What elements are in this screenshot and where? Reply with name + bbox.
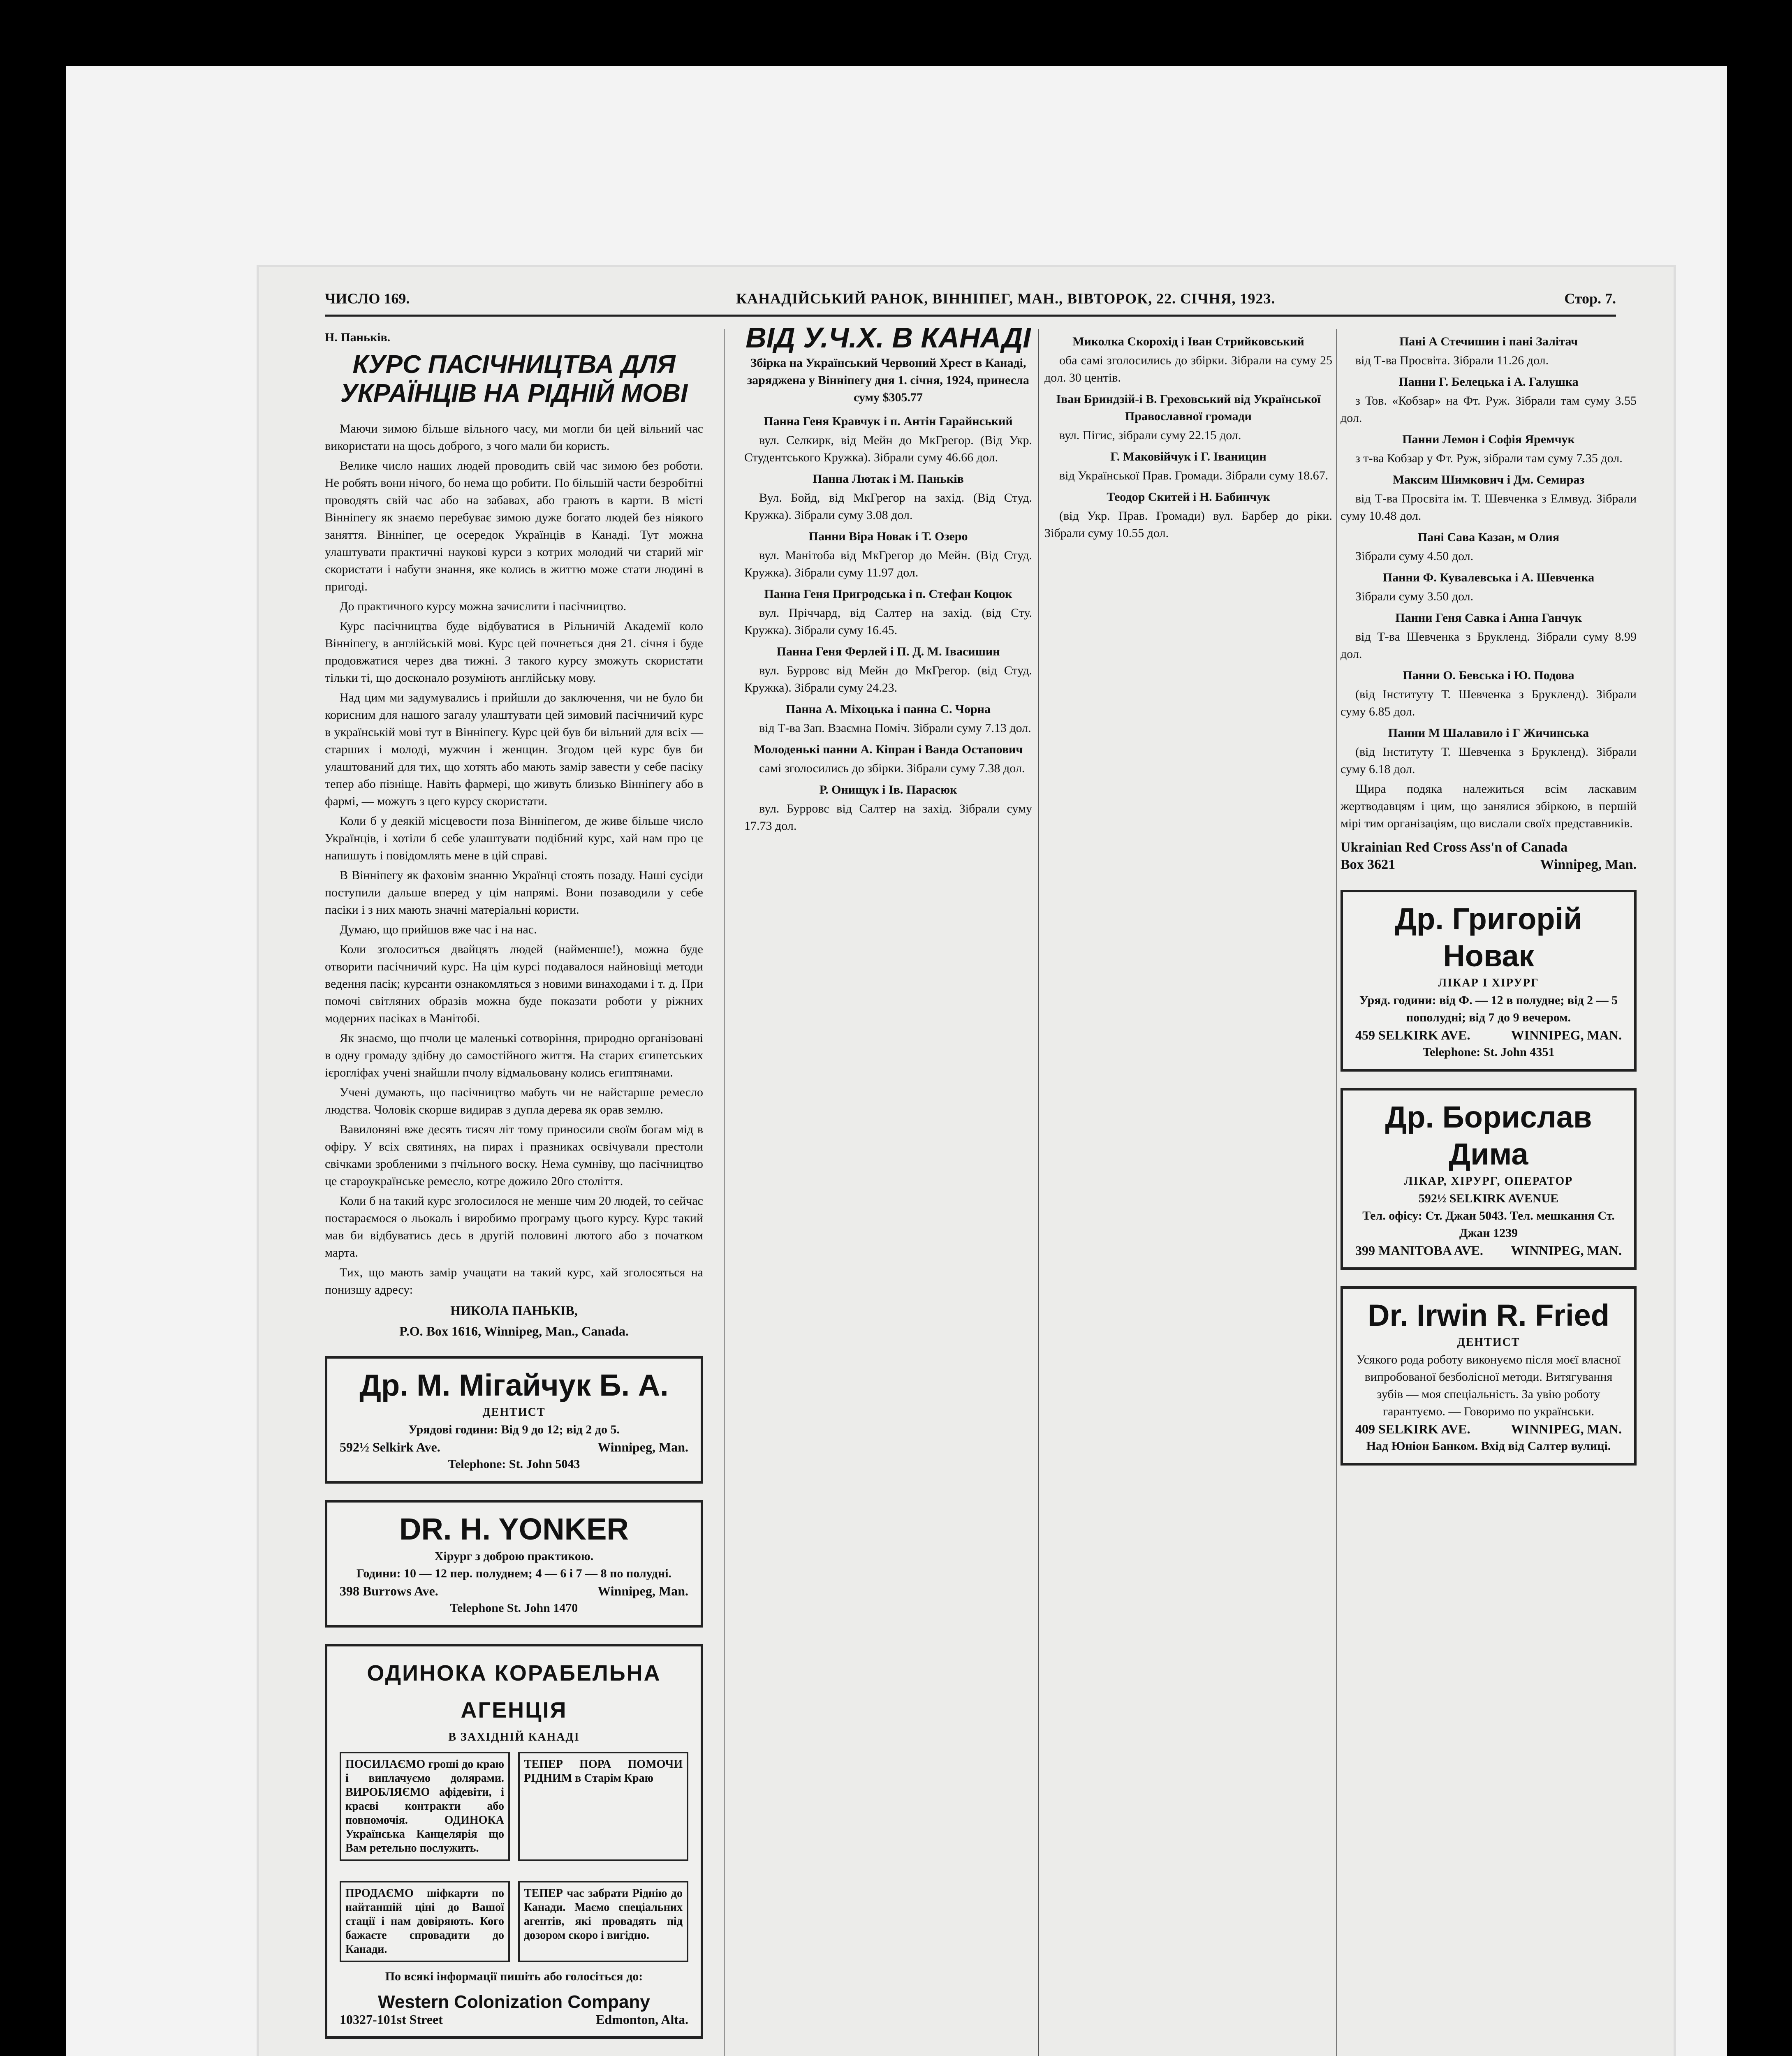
ad-hours: Урядові години: Від 9 до 12; від 2 до 5. (408, 1423, 620, 1436)
ad-phone: Telephone: St. John 5043 (448, 1457, 580, 1471)
entry-heading: Р. Онищук і Ів. Парасюк (819, 783, 957, 796)
entry-heading: Панна А. Міхоцька і панна С. Чорна (786, 702, 991, 716)
entry-text: (від Інституту Т. Шевченка з Брукленд). Зібрали суму 6.18 дол. (1341, 745, 1637, 776)
entry-heading: Іван Бриндзій-і В. Греховський від Української Православної громади (1056, 392, 1321, 423)
entry-text: вул. Пігис, зібрали суму 22.15 дол. (1059, 428, 1241, 442)
donation-list (1044, 333, 1332, 542)
ad-yonker (325, 1500, 703, 1628)
entry-text: від Т-ва Просвіта ім. Т. Шевченка з Елмвуд. Зібрали суму 10.48 дол. (1341, 492, 1637, 523)
ad-name: Dr. Irwin R. Fried (1368, 1298, 1609, 1332)
entry-heading: Панна Геня Пригродська і п. Стефан Коцюк (764, 587, 1012, 601)
entry-text: вул. Селкирк, від Мейн до МкГрегор. (Від Укр. Студентського Кружка). Зібрали суму 46.66 дол. (744, 433, 1032, 464)
entry-heading: Молоденькі панни А. Кіпран і Ванда Остапович (753, 743, 1023, 756)
entry-heading: Теодор Скитей і Н. Бабинчук (1107, 490, 1270, 504)
ad-novak (1341, 890, 1637, 1072)
column-1 (325, 329, 703, 2039)
entry-heading: Панни Геня Савка і Анна Ганчук (1395, 611, 1582, 625)
entry-text: від Т-ва Зап. Взаємна Поміч. Зібрали суму 7.13 дол. (759, 721, 1031, 735)
article-paragraph: Тих, що мають замір учащати на такий курс, хай зголосяться на понизшу адресу: (325, 1266, 703, 1297)
ad-phone: Telephone St. John 1470 (450, 1601, 578, 1615)
entry-text: самі зголосились до збірки. Зібрали суму 7.38 дол. (759, 762, 1025, 775)
entry-heading: Пані А Стечишин і пані Залітач (1399, 335, 1578, 348)
newspaper-page (259, 267, 1674, 2056)
closing-paragraph: Щира подяка належиться всім ласкавим жертводавцям і цим, що занялися збіркою, в першій мірі тим організаціям, що вислали своїх представників. (1341, 782, 1637, 830)
donation-list (744, 413, 1032, 835)
ad-address: 592½ Selkirk Ave. (340, 1440, 440, 1454)
issue-number: ЧИСЛО 169. (325, 290, 410, 307)
article-byline: Н. Паньків. (325, 331, 391, 344)
ad-company: Western Colonization Company (378, 1992, 650, 2012)
ad-address: 10327-101st Street (340, 2012, 443, 2027)
column-2 (744, 322, 1032, 837)
page-header (325, 286, 1616, 317)
ad-address: 592½ SELKIRK AVENUE (1418, 1192, 1559, 1205)
entry-text: з т-ва Кобзар у Фт. Руж, зібрали там суму 7.35 дол. (1355, 451, 1623, 465)
ad-note: По всякі інформації пишіть або голосіться до: (385, 1970, 643, 1983)
ad-shipping-agency (325, 1644, 703, 2039)
article-headline: ВІД У.Ч.Х. В КАНАДІ (746, 322, 1031, 354)
entry-heading: Панна Геня Ферлей і П. Д. М. Івасишин (776, 645, 1000, 658)
article-paragraph: Велике число наших людей проводить свій час зимою без роботи. Не робять вони нічого, бо нема що робити. По більшій части безробітні проводять свій час або на забавах, або грають в карти. В місті Вінніпегу як знаємо перебуває зимою дуже богато людей без ніякого заняття. Вінніпег, це осередок Українців в Канаді. Тут можна улаштувати практичні наукові курси з котрих молодий чи старий міг скористати і набути знання, яке колись в життю може стати людині в пригоді. (325, 459, 703, 593)
entry-text: від Української Прав. Громади. Зібрали суму 18.67. (1059, 469, 1329, 482)
entry-heading: Пані Сава Казан, м Олия (1417, 530, 1560, 544)
column-rule (1038, 329, 1039, 2056)
ad-title: ЛІКАР І ХІРУРГ (1438, 977, 1539, 989)
ad-name: Др. Григорій Новак (1395, 902, 1582, 973)
ad-phone: Тел. офісу: Ст. Джан 5043. Тел. мешкання Ст. Джан 1239 (1362, 1209, 1615, 1240)
entry-text: вул. Манітоба від МкГрегор до Мейн. (Від Студ. Кружка). Зібрали суму 11.97 дол. (744, 549, 1032, 579)
entry-text: (від Укр. Прав. Громади) вул. Барбер до ріки. Зібрали суму 10.55 дол. (1044, 509, 1332, 540)
redcross-name: Ukrainian Red Cross Ass'n of Canada (1341, 840, 1568, 855)
entry-text: вул. Бурровс від Мейн до МкГрегор. (від Студ. Кружка). Зібрали суму 24.23. (744, 664, 1032, 695)
article-paragraph: Маючи зимою більше вільного часу, ми могли би цей вільний час використати на щось доброго, з чого мали би користь. (325, 422, 703, 453)
ad-address: 399 MANITOBA AVE. (1355, 1243, 1483, 1258)
ad-name: Др. Борислав Дима (1385, 1100, 1592, 1171)
article-paragraph: Як знаємо, що пчоли це маленькі сотворіння, природно організовані в одну громаду здібну до самостійного життя. На старих єгипетських ієрогліфах учені знайшли пчолу відмальовану колись египтянами. (325, 1031, 703, 1079)
entry-text: від Т-ва Просвіта. Зібрали 11.26 дол. (1355, 354, 1549, 367)
entry-heading: Г. Маковійчук і Г. Іваницин (1110, 450, 1266, 463)
article-paragraph: Над цим ми задумувались і прийшли до заключення, чи не було би корисним для нашого загалу улаштувати цей зимовий пасічничий курс в українській мові тут в Вінніпегу. Курс цей був би вільний для всіх — старших і молоді, мужчин і женщин. Згодом цей курс був би улаштований для тих, що хотять або мають замір завести у себе пасіку тепер або пізніще. Навіть фармері, що живуть близько Вінніпегу або в фармі, — можуть з цего курсу скористати. (325, 691, 703, 808)
ad-note: Над Юніон Банком. Вхід від Салтер вулиці. (1366, 1439, 1611, 1453)
article-paragraph: Коли б у деякій місцевости поза Вінніпегом, де живе більше число Українців, і хотіли б себе улаштувати подібний курс, хай нам про це напишуть і повідомлять мене в цій справі. (325, 814, 703, 862)
article-subheading: Збірка на Український Червоний Хрест в Канаді, заряджена у Вінніпегу дня 1. січня, 1924, принесла суму $305.77 (747, 356, 1029, 404)
ad-mihaychuk (325, 1356, 703, 1484)
ad-city: Edmonton, Alta. (596, 2012, 688, 2027)
ad-box: ПОСИЛАЄМО гроші до краю і виплачуємо долярами. ВИРОБЛЯЄМО афідевіти, і краєві контракти або повномочія. ОДИНОКА Українська Канцелярія що Вам ретельно послужить. (340, 1752, 510, 1861)
ad-title: Хірург з доброю практикою. (434, 1549, 594, 1563)
entry-heading: Панни М Шалавило і Г Жичинська (1388, 726, 1589, 740)
entry-heading: Панни О. Бевська і Ю. Подова (1403, 669, 1574, 682)
entry-text: вул. Бурровс від Салтер на захід. Зібрали суму 17.73 дол. (744, 802, 1032, 833)
ad-city: Winnipeg, Man. (597, 1440, 688, 1454)
article-headline: КУРС ПАСІЧНИЦТВА ДЛЯ УКРАЇНЦІВ НА РІДНІЙ МОВІ (340, 350, 688, 407)
redcross-address (1341, 839, 1637, 873)
ad-city: WINNIPEG, MAN. (1511, 1243, 1622, 1258)
entry-text: вул. Пріччард, від Салтер на захід. (від Сту. Кружка). Зібрали суму 16.45. (744, 606, 1032, 637)
ad-text: Усякого рода роботу виконуємо після моєї власної випробованої безболісної методи. Витягування зубів — моя спеціальність. За увію роботу гарантуємо. — Говоримо по українськи. (1356, 1353, 1621, 1418)
entry-text: Зібрали суму 3.50 дол. (1355, 590, 1474, 603)
entry-heading: Панни Г. Белецька і А. Галушка (1398, 375, 1579, 389)
donation-list (1341, 333, 1637, 778)
article-body (325, 420, 703, 1299)
ad-name: ОДИНОКА КОРАБЕЛЬНА АГЕНЦІЯ (367, 1661, 661, 1723)
entry-text: оба самі зголосились до збірки. Зібрали на суму 25 дол. 30 центів. (1044, 354, 1332, 384)
column-3 (1044, 329, 1332, 544)
column-rule (1336, 329, 1337, 2056)
entry-text: Зібрали суму 4.50 дол. (1355, 549, 1474, 563)
ad-city: Winnipeg, Man. (597, 1584, 688, 1598)
ad-fried (1341, 1286, 1637, 1466)
entry-text: Вул. Бойд, від МкГрегор на захід. (Від Студ. Кружка). Зібрали суму 3.08 дол. (744, 491, 1032, 522)
entry-text: з Тов. «Кобзар» на Фт. Руж. Зібрали там суму 3.55 дол. (1341, 394, 1637, 425)
ad-title: ДЕНТИСТ (482, 1406, 546, 1419)
ad-address: 459 SELKIRK AVE. (1355, 1028, 1470, 1042)
ad-address: 409 SELKIRK AVE. (1355, 1422, 1470, 1436)
entry-heading: Панни Лемон і Софія Яремчук (1402, 433, 1575, 446)
masthead: КАНАДІЙСЬКИЙ РАНОК, ВІННІПЕГ, МАН., ВІВТОРОК, 22. СІЧНЯ, 1923. (736, 290, 1276, 307)
entry-text: від Т-ва Шевченка з Брукленд. Зібрали суму 8.99 дол. (1341, 630, 1637, 661)
ad-hours: Години: 10 — 12 пер. полуднем; 4 — 6 і 7 — 8 по полудні. (356, 1567, 672, 1580)
scan-frame (66, 66, 1727, 2056)
ad-title: ЛІКАР, ХІРУРГ, ОПЕРАТОР (1404, 1175, 1573, 1188)
entry-text: (від Інституту Т. Шевченка з Брукленд). Зібрали суму 6.85 дол. (1341, 688, 1637, 718)
redcross-box: Box 3621 (1341, 857, 1396, 872)
column-rule (724, 329, 725, 2056)
ad-hours: Уряд. години: від Ф. — 12 в полудне; від 2 — 5 пополудні; від 7 до 9 вечером. (1359, 993, 1618, 1024)
ad-name: DR. H. YONKER (399, 1512, 629, 1546)
article-paragraph: Думаю, що прийшов вже час і на нас. (340, 923, 537, 936)
article-paragraph: До практичного курсу можна зачислити і пасічництво. (340, 600, 627, 613)
ad-city: WINNIPEG, MAN. (1511, 1422, 1622, 1436)
ad-dyma (1341, 1088, 1637, 1270)
page-number: Стор. 7. (1564, 290, 1616, 307)
column-4 (1341, 329, 1637, 1466)
article-paragraph: В Вінніпегу як фаховім знанню Українці стоять позаду. Наші сусіди поступили дальше вперед у цім напрямі. Вони позаводили у себе пасіки і з них мають значні матеріальні користи. (325, 868, 703, 917)
redcross-city: Winnipeg, Man. (1540, 857, 1637, 872)
entry-heading: Панна Геня Кравчук і п. Антін Гарайнський (764, 414, 1013, 428)
entry-heading: Панни Ф. Кувалевська і А. Шевченка (1382, 571, 1595, 584)
ad-name: Др. М. Мігайчук Б. А. (359, 1368, 669, 1402)
ad-address: 398 Burrows Ave. (340, 1584, 438, 1598)
ad-title: В ЗАХІДНІЙ КАНАДІ (448, 1731, 580, 1743)
article-paragraph: Учені думають, що пасічництво мабуть чи не найстарше ремесло людства. Чоловік скорше видирав з дупла дерева як орав землю. (325, 1086, 703, 1116)
ad-phone: Telephone: St. John 4351 (1422, 1045, 1555, 1059)
ad-city: WINNIPEG, MAN. (1511, 1028, 1622, 1042)
signature-name: НИКОЛА ПАНЬКІВ, (450, 1303, 578, 1318)
ad-box: ТЕПЕР ПОРА ПОМОЧИ РІДНИМ в Старім Краю (518, 1752, 688, 1861)
entry-heading: Панна Лютак і М. Паньків (813, 472, 964, 486)
ad-box: ПРОДАЄМО шіфкарти по найтаншій ціні до Вашої стації і нам довіряють. Кого бажаєте спровадити до Канади. (340, 1881, 510, 1962)
entry-heading: Панни Віра Новак і Т. Озеро (808, 530, 968, 543)
article-paragraph: Вавилоняні вже десять тисяч літ тому приносили своїм богам мід в офіру. У всіх святинях, на пирах і празниках освічували престоли свічками зробленими з пчільного воску. Нема сумніву, що пасічництво це староукраїнське ремесло, котре дожило 20го століття. (325, 1123, 703, 1188)
entry-heading: Максим Шимкович і Дм. Семираз (1392, 473, 1585, 486)
article-paragraph: Коли зголоситься двайцять людей (найменше!), можна буде отворити пасічничий курс. На цім курсі подавалося найновіщі методи ведення пасік; курсанти ознакомляться з новими винаходами і т. д. При помочі світляних образів можна буде показати роботи у ріжних модерних пасіках в Манітобі. (325, 942, 703, 1025)
entry-heading: Миколка Скорохід і Іван Стрийковський (1072, 335, 1304, 348)
article-paragraph: Коли б на такий курс зголосилося не менше чим 20 людей, то сейчас постараємося о льокаль і виробимо програму цього курсу. Курс такий мав би відбуватись десь в другій половині лютого або з початком марта. (325, 1194, 703, 1260)
signature-address: P.O. Box 1616, Winnipeg, Man., Canada. (399, 1324, 629, 1338)
article-paragraph: Курс пасічництва буде відбуватися в Рільничій Академії коло Вінніпегу, в англійській мові. Курс цей почнеться дня 21. січня і буде продовжатися через два тижні. З такого курсу зможуть скористати тільки ті, що досконало розуміють англійську мову. (325, 619, 703, 685)
ad-title: ДЕНТИСТ (1457, 1336, 1520, 1349)
ad-box: ТЕПЕР час забрати Ріднію до Канади. Маємо спеціальних агентів, які провадять під дозором скоро і вигідно. (518, 1881, 688, 1962)
